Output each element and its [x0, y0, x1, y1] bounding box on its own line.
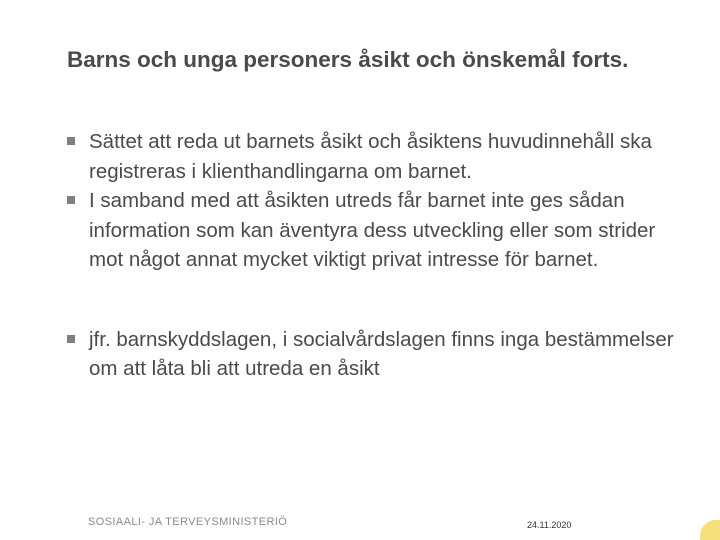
corner-accent: [700, 520, 720, 540]
slide-title: Barns och unga personers åsikt och önskemål forts.: [67, 47, 629, 72]
square-bullet-icon: [67, 196, 75, 204]
slide-date: 24.11.2020: [527, 520, 572, 530]
bullet-text: jfr. barnskyddslagen, i socialvårdslagen finns inga bestämmelser om att låta bli att utreda en åsikt: [89, 327, 674, 380]
bullet-item: [67, 186, 677, 275]
bullet-text: I samband med att åsikten utreds får barnet inte ges sådan information som kan äventyra dess utveckling eller som strider mot något annat mycket viktigt privat intresse för barnet.: [89, 189, 656, 271]
square-bullet-icon: [67, 137, 75, 145]
bullet-list: [67, 127, 677, 384]
bullet-text: Sättet att reda ut barnets åsikt och åsiktens huvudinnehåll ska registreras i klienthandlingarna om barnet.: [89, 130, 652, 183]
ministry-logo: SOSIAALI- JA TERVEYSMINISTERIÖ: [88, 516, 288, 528]
bullet-item: [67, 127, 677, 186]
bullet-item: [67, 325, 677, 384]
square-bullet-icon: [67, 335, 75, 343]
